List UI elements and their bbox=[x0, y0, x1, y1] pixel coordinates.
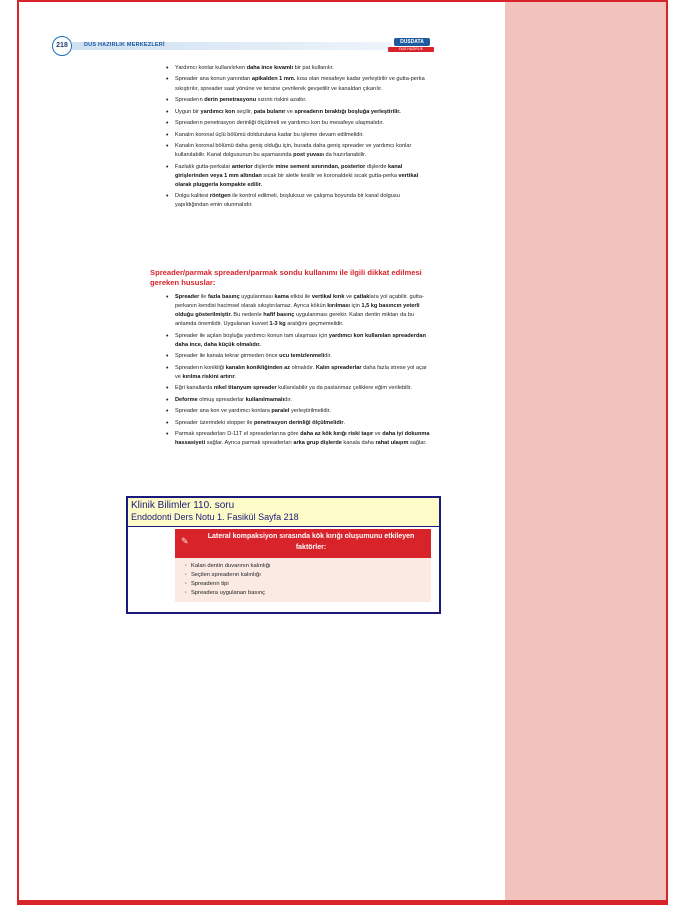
bullet-item: • Spreader ana konun yanından apikalden 1 mm. kısa olan mesafeye kadar yerleştirilir ve gutta-perka sıkıştırılır, spreader saat yönüne ve tersine çevrilerek gevşetilir ve kanaldan çıkarılır. bbox=[165, 75, 430, 93]
section-title: Spreader/parmak spreaderı/parmak sondu kullanımı ile ilgili dikkat edilmesi gereken hususlar: bbox=[150, 268, 422, 287]
reference-source: Endodonti Ders Notu 1. Fasikül Sayfa 218 bbox=[131, 512, 299, 522]
reference-box bbox=[126, 496, 441, 614]
bullet-item: • Dolgu kalitesi röntgen ile kontrol edilmeli, boşluksuz ve çalışma boyunda bir kanal dolgusu yapıldığından emin olunmalıdır. bbox=[165, 192, 430, 210]
bullet-item: • Fazlalık gutta-perkalar anterior dişlerde mine sement sınırından, posterior dişlerde kanal girişlerinden veya 1 mm altından sıcak bir aletle kesilir ve koronaldeki sıcak gutta-perka vertikal olarak pluggerla kompakte edilir. bbox=[165, 163, 430, 190]
callout-item: · Spreadera uygulanan basınç bbox=[185, 589, 271, 598]
dusdata-logo bbox=[388, 36, 436, 56]
page-header bbox=[52, 36, 442, 58]
bullet-item: • Kanalın koronal bölümü daha geniş olduğu için, burada daha geniş spreader ve yardımcı konlar kullanılabilir. Kanal dolgusunun bu aşamasında post yuvası da hazırlanabilir. bbox=[165, 142, 430, 160]
bullet-item: • Spreaderın penetrasyon derinliği ölçülmeli ve yardımcı kon bu mesafeye ulaşmalıdır. bbox=[165, 119, 430, 128]
reference-question: Klinik Bilimler 110. soru bbox=[131, 500, 235, 511]
factors-callout bbox=[175, 529, 431, 602]
bullet-item: • Spreader ile kanala tekrar girmeden önce ucu temizlenmelidir. bbox=[165, 352, 430, 361]
reference-header bbox=[128, 498, 439, 527]
bullet-item: • Spreader üzerindeki stopper ile penetrasyon derinliği ölçülmelidir. bbox=[165, 419, 430, 428]
callout-header bbox=[175, 529, 431, 558]
bullet-item: • Spreader ana kon ve yardımcı konlara paralel yerleştirilmelidir. bbox=[165, 407, 430, 416]
bullet-item: • Uygun bir yardımcı kon seçilir, pata bulanır ve spreaderın bıraktığı boşluğa yerleştirilir. bbox=[165, 108, 430, 117]
bullet-item: • Spreaderın konikliği kanalın konikliğinden az olmalıdır. Kalın spreaderlar daha fazla strese yol açar ve kırılma riskini artırır. bbox=[165, 364, 430, 382]
logo-bottom-text: DUS HAZIRLIK MERKEZLERİ bbox=[388, 47, 434, 52]
bottom-bullet-list bbox=[165, 293, 430, 449]
header-title: DUS HAZIRLIK MERKEZLERİ bbox=[84, 42, 165, 48]
bullet-item: • Spreaderın derin penetrasyonu sızıntı riskini azaltır. bbox=[165, 96, 430, 105]
bottom-bullet-section bbox=[165, 293, 430, 451]
bullet-item: • Kanalın koronal üçlü bölümü doldurulana kadar bu işleme devam edilmelidir. bbox=[165, 131, 430, 140]
page-number: 218 bbox=[52, 36, 72, 56]
pencil-icon: ✎ bbox=[181, 536, 189, 546]
callout-item: · Kalan dentin duvarının kalınlığı bbox=[185, 562, 271, 571]
logo-top-text: DUSDATA bbox=[394, 38, 430, 46]
top-bullet-list bbox=[165, 64, 430, 210]
bullet-item: • Parmak spreaderları D-11T el spreaderlarına göre daha az kök kırığı riski taşır ve daha iyi dokunma hassasiyeti sağlar. Ayrıca parmak spreaderları arka grup dişlerde kanala daha rahat ulaşım sağlar. bbox=[165, 430, 430, 448]
bullet-item: • Deforme olmuş spreaderlar kullanılmamalıdır. bbox=[165, 396, 430, 405]
top-bullet-section bbox=[165, 64, 430, 213]
side-panel bbox=[505, 2, 666, 900]
bullet-item: • Eğri kanallarda nikel titanyum spreader kullanılabilir ya da paslanmaz çeliklere eğim verilebilir. bbox=[165, 384, 430, 393]
bullet-item: • Spreader ile açılan boşluğa yardımcı konun tam ulaşması için yardımcı kon kullanılan spreaderdan daha ince, daha küçük olmalıdır. bbox=[165, 332, 430, 350]
callout-list bbox=[185, 562, 271, 598]
bullet-item: • Yardımcı konlar kullanılırken daha ince kıvamlı bir pat kullanılır. bbox=[165, 64, 430, 73]
callout-title: Lateral kompaksiyon sırasında kök kırığı oluşumunu etkileyen faktörler: bbox=[207, 533, 415, 551]
callout-item: · Spreaderın tipi bbox=[185, 580, 271, 589]
callout-item: · Seçilen spreaderın kalınlığı bbox=[185, 571, 271, 580]
bullet-item: • Spreader ile fazla basınç uygulanması kama etkisi ile vertikal kırık ve çatlaklara yol açabilir. gutta-perkanın kendisi hacimsel olarak sıkıştırılamaz. Ayrıca kökün kırılması için 1,5 kg basıncın yeterli olduğu gösterilmiştir. Bu nedenle hafif basınç uygulanması gerekir. Kalan dentin miktarı da bu anlamda önemlidir. Uygulanan kuvvet 1-3 kg aralığını geçmemelidir. bbox=[165, 293, 430, 329]
